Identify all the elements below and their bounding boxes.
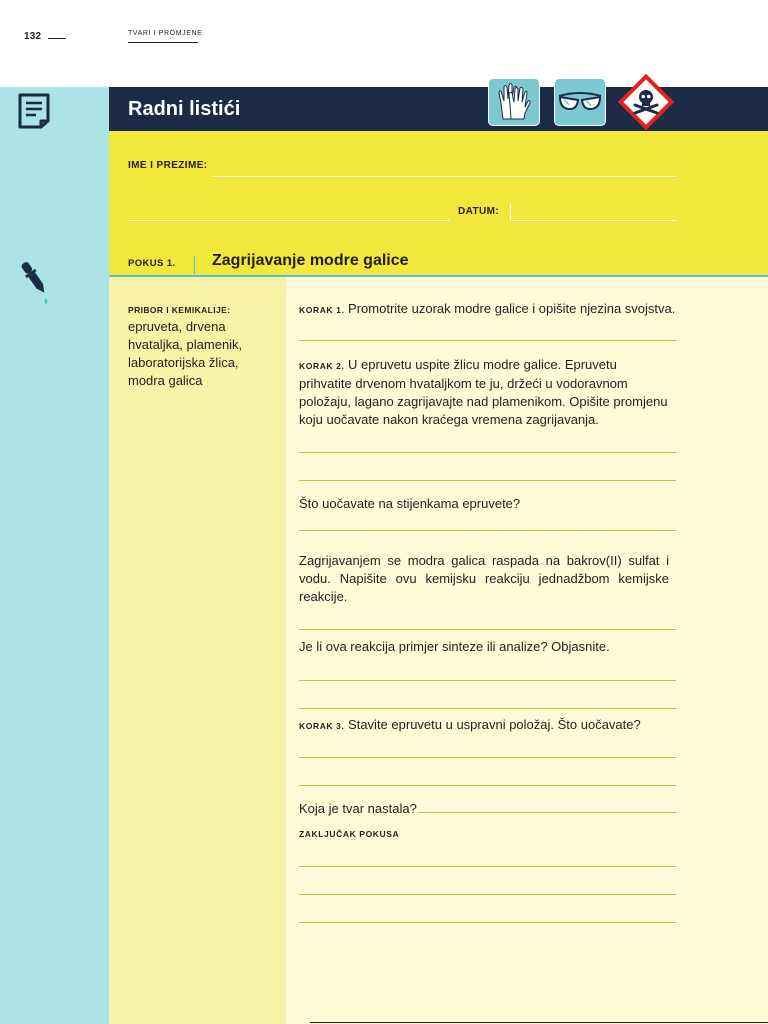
experiment-divider xyxy=(194,256,195,274)
question-walls: Što uočavate na stijenkama epruvete? xyxy=(299,496,521,511)
answer-line-reaction[interactable] xyxy=(299,629,676,630)
page-number-dash xyxy=(48,38,66,39)
chapter-underline xyxy=(128,42,198,43)
answer-line-step-2b[interactable] xyxy=(299,480,676,481)
answer-line-type-a[interactable] xyxy=(299,680,676,681)
answer-line-type-b[interactable] xyxy=(299,708,676,709)
answer-line-walls[interactable] xyxy=(299,530,676,531)
answer-line-step-3a[interactable] xyxy=(299,757,676,758)
extra-line xyxy=(128,220,450,221)
answer-line-step-3b[interactable] xyxy=(299,785,676,786)
step-1-label: KORAK 1. xyxy=(299,305,345,315)
answer-line-step-1[interactable] xyxy=(299,340,676,341)
question-substance: Koja je tvar nastala? xyxy=(299,801,417,816)
step-1-text: Promotrite uzorak modre galice i opišite njezina svojstva. xyxy=(348,301,676,316)
step-2-text: U epruvetu uspite žlicu modre galice. Epruvetu prihvatite drvenom hvataljkom te ju, držeći u vodoravnom položaju, lagano zagrijavajte nad plamenikom. Opišite promjenu koju uočavate nakon kraćega vremena zagrijavanja. xyxy=(299,357,668,427)
step-3-label: KORAK 3. xyxy=(299,721,345,731)
experiment-title: Zagrijavanje modre galice xyxy=(212,252,409,269)
equipment-list: epruveta, drvena hvataljka, plamenik, laboratorijska žlica, modra galica xyxy=(128,319,243,388)
toxic-hazard-icon xyxy=(616,72,676,132)
date-field[interactable] xyxy=(512,220,676,221)
question-reaction-type: Je li ova reakcija primjer sinteze ili analize? Objasnite. xyxy=(299,639,610,654)
step-3 xyxy=(299,716,679,735)
dropper-icon xyxy=(17,258,51,306)
step-3-text: Stavite epruvetu u uspravni položaj. Što uočavate? xyxy=(348,717,641,732)
answer-line-conclusion-b[interactable] xyxy=(299,894,676,895)
name-section xyxy=(109,131,768,276)
equipment-label: PRIBOR I KEMIKALIJE: xyxy=(128,305,231,315)
page-title: Radni listići xyxy=(128,98,241,120)
bottom-rule xyxy=(310,1022,768,1023)
chapter-title: TVARI I PROMJENE xyxy=(128,30,203,37)
step-2-label: KORAK 2. xyxy=(299,361,345,371)
answer-line-step-2a[interactable] xyxy=(299,452,676,453)
answer-line-conclusion-c[interactable] xyxy=(299,922,676,923)
gloves-icon xyxy=(488,78,540,126)
page-number: 132 xyxy=(24,31,42,42)
answer-line-conclusion-a[interactable] xyxy=(299,866,676,867)
worksheet-icon xyxy=(17,92,51,130)
name-label: IME I PREZIME: xyxy=(128,160,208,171)
conclusion-label: ZAKLJUČAK POKUSA xyxy=(299,829,400,839)
question-reaction: Zagrijavanjem se modra galica raspada na bakrov(II) sulfat i vodu. Napišite ovu kemijsku reakciju jednadžbom kemijske reakcije. xyxy=(299,553,669,604)
experiment-label: POKUS 1. xyxy=(128,258,176,269)
name-field[interactable] xyxy=(212,176,676,177)
goggles-icon xyxy=(554,78,606,126)
step-2 xyxy=(299,356,669,429)
date-cursor xyxy=(510,204,511,220)
step-1 xyxy=(299,300,679,319)
left-sidebar xyxy=(0,87,109,1024)
answer-line-substance[interactable] xyxy=(418,812,676,813)
date-label: DATUM: xyxy=(458,206,500,217)
